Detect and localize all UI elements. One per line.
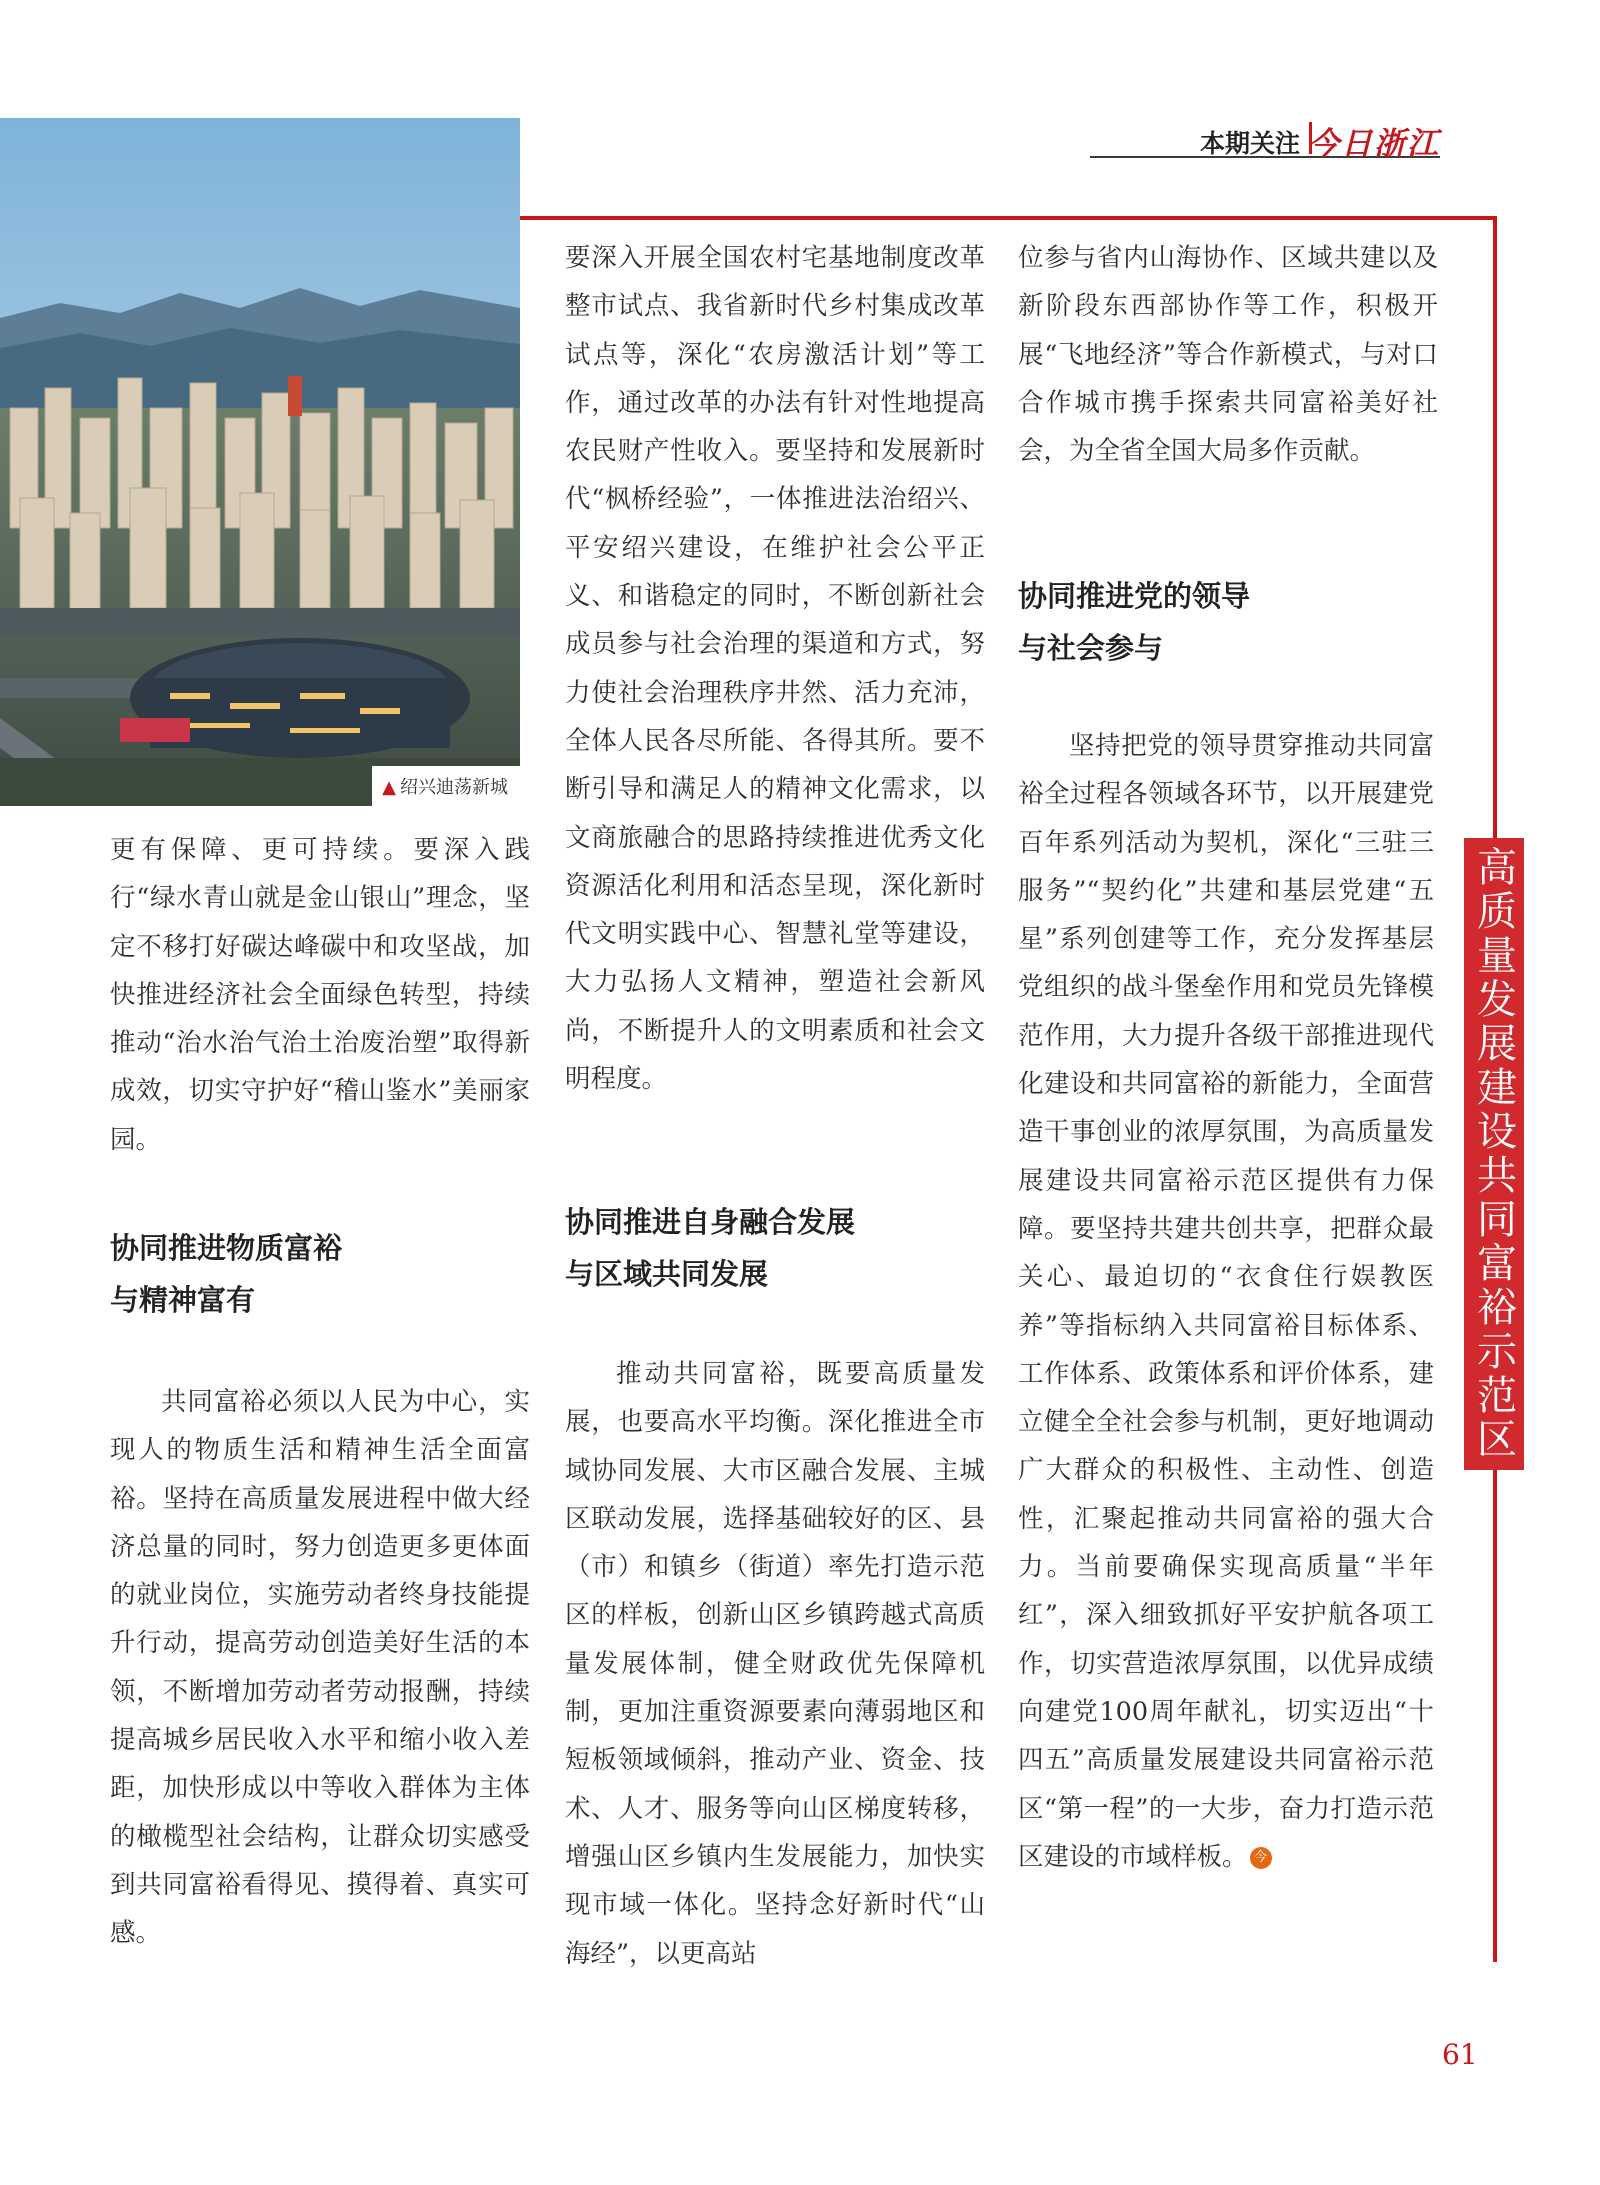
column-2-body <box>565 1350 985 1978</box>
magazine-logo: 今日浙江 <box>1308 126 1440 162</box>
banner-text: 高质量发展建设共同富裕示范区 <box>1470 846 1517 1462</box>
column-3-lead-paragraph: 位参与省内山海协作、区域共建以及新阶段东西部协作等工作，积极开展“飞地经济”等合作新模式，与对口合作城市携手探索共同富裕美好社会，为全省全国大局多作贡献。 <box>1018 243 1438 467</box>
caption-triangle-icon: ▲ <box>382 777 396 798</box>
column-3-body-paragraph <box>1018 722 1434 1881</box>
column-2-lead <box>565 234 985 1103</box>
heading-party-leadership-line-1: 协同推进党的领导 <box>1018 579 1251 613</box>
column-2-lead-paragraph: 要深入开展全国农村宅基地制度改革整市试点、我省新时代乡村集成改革试点等，深化“农房激活计划”等工作，通过改革的办法有针对性地提高农民财产性收入。要坚持和发展新时代“枫桥经验”，一体推进法治绍兴、平安绍兴建设，在维护社会公平正义、和谐稳定的同时，不断创新社会成员参与社会治理的渠道和方式，努力使社会治理秩序井然、活力充沛，全体人民各尽所能、各得其所。要不断引导和满足人的精神文化需求，以文商旅融合的思路持续推进优秀文化资源活化利用和活态呈现，深化新时代文明实践中心、智慧礼堂等建设，大力弘扬人文精神，塑造社会新风尚，不断提升人的文明素质和社会文明程度。 <box>565 243 985 1095</box>
red-frame-top <box>520 216 1497 220</box>
page-number: 61 <box>1442 2038 1478 2071</box>
column-3-lead <box>1018 234 1438 475</box>
column-1-body <box>110 1378 530 1958</box>
column-3-body-text: 坚持把党的领导贯穿推动共同富裕全过程各领域各环节，以开展建党百年系列活动为契机，深化“三驻三服务”“契约化”共建和基层党建“五星”系列创建等工作，充分发挥基层党组织的战斗堡垒作用和党员先锋模范作用，大力提升各级干部推进现代化建设和共同富裕的新能力，全面营造干事创业的浓厚氛围，为高质量发展建设共同富裕示范区提供有力保障。要坚持共建共创共享，把群众最关心、最迫切的“衣食住行娱教医养”等指标纳入共同富裕目标体系、工作体系、政策体系和评价体系，建立健全全社会参与机制，更好地调动广大群众的积极性、主动性、创造性，汇聚起推动共同富裕的强大合力。当前要确保实现高质量“半年红”，深入细致抓好平安护航各项工作，切实营造浓厚氛围，以优异成绩向建党100周年献礼，切实迈出“十四五”高质量发展建设共同富裕示范区“第一程”的一大步，奋力打造示范区建设的市域样板。 <box>1018 731 1434 1872</box>
city-photo <box>0 118 520 806</box>
column-2-body-paragraph: 推动共同富裕，既要高质量发展，也要高水平均衡。深化推进全市域协同发展、大市区融合发展、主城区联动发展，选择基础较好的区、县（市）和镇乡（街道）率先打造示范区的样板，创新山区乡镇跨越式高质量发展体制，健全财政优先保障机制，更加注重资源要素向薄弱地区和短板领域倾斜，推动产业、资金、技术、人才、服务等向山区梯度转移，增强山区乡镇内生发展能力，加快实现市域一体化。坚持念好新时代“山海经”，以更高站 <box>565 1359 985 1969</box>
column-2-heading <box>565 1196 985 1300</box>
page-header <box>1090 118 1440 162</box>
heading-material-spiritual-line-2: 与精神富有 <box>110 1283 256 1317</box>
column-1-body-paragraph: 共同富裕必须以人民为中心，实现人的物质生活和精神生活全面富裕。坚持在高质量发展进程中做大经济总量的同时，努力创造更多更体面的就业岗位，实施劳动者终身技能提升行动，提高劳动创造美好生活的本领，不断增加劳动者劳动报酬，持续提高城乡居民收入水平和缩小收入差距，加快形成以中等收入群体为主体的橄榄型社会结构，让群众切实感受到共同富裕看得见、摸得着、真实可感。 <box>110 1387 530 1949</box>
article-end-mark-icon: 今 <box>1250 1847 1272 1869</box>
header-section-label: 本期关注 <box>1199 129 1300 158</box>
heading-regional-line-1: 协同推进自身融合发展 <box>565 1205 856 1239</box>
caption-text: 绍兴迪荡新城 <box>400 777 508 798</box>
heading-material-spiritual-line-1: 协同推进物质富裕 <box>110 1231 343 1265</box>
column-1-heading <box>110 1222 530 1326</box>
column-3-heading <box>1018 570 1438 674</box>
heading-regional-line-2: 与区域共同发展 <box>565 1257 769 1291</box>
column-1-lead-paragraph: 更有保障、更可持续。要深入践行“绿水青山就是金山银山”理念，坚定不移打好碳达峰碳中和攻坚战，加快推进经济社会全面绿色转型，持续推动“治水治气治土治废治塑”取得新成效，切实守护好“稽山鉴水”美丽家园。 <box>110 835 530 1155</box>
photo-caption <box>372 766 520 806</box>
vertical-theme-banner <box>1464 838 1524 1470</box>
column-3-body <box>1018 722 1434 1881</box>
column-1-lead <box>110 826 530 1164</box>
heading-party-leadership-line-2: 与社会参与 <box>1018 631 1164 665</box>
city-skyline-illustration <box>0 118 520 806</box>
